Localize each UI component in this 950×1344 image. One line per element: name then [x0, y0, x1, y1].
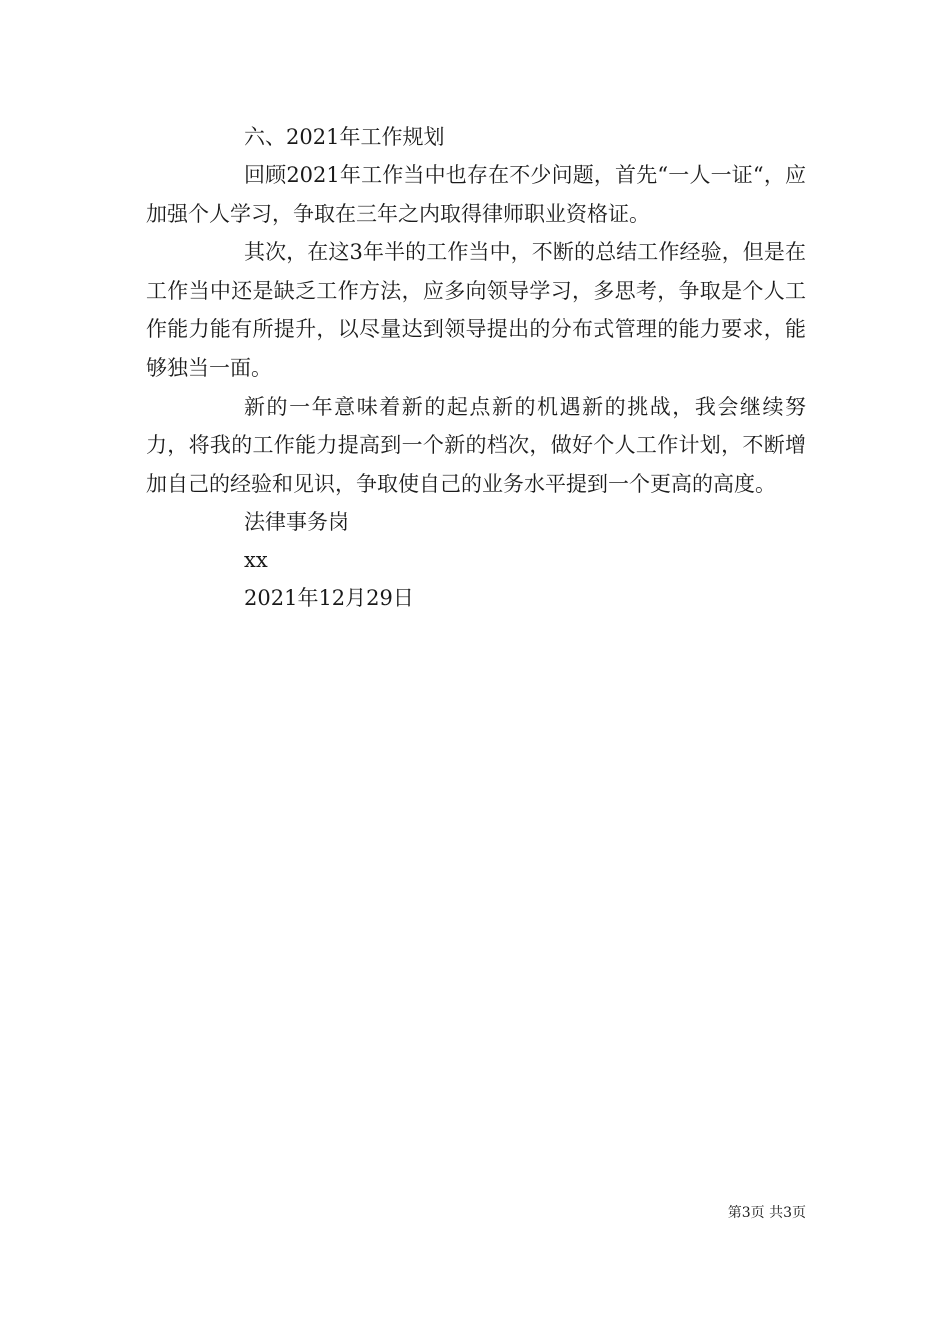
signature-name: xx: [244, 548, 268, 573]
signature-department: 法律事务岗: [244, 510, 349, 535]
paragraph-second: 其次，在这3年半的工作当中，不断的总结工作经验，但是在工作当中还是缺乏工作方法，应多向领导学习，多思考，争取是个人工作能力能有所提升，以尽量达到领导提出的分布式管理的能力要求，能够独当一面。: [146, 240, 806, 380]
paragraph-review: 回顾2021年工作当中也存在不少问题，首先“一人一证“，应加强个人学习，争取在三年之内取得律师职业资格证。: [146, 163, 806, 226]
document-body: [146, 118, 806, 617]
signature-date: 2021年12月29日: [244, 586, 414, 611]
section-heading: 六、2021年工作规划: [244, 125, 445, 149]
page-number-footer: 第3页 共3页: [727, 1205, 806, 1221]
paragraph-new-year: 新的一年意味着新的起点新的机遇新的挑战，我会继续努力，将我的工作能力提高到一个新的档次，做好个人工作计划，不断增加自己的经验和见识，争取使自己的业务水平提到一个更高的高度。: [146, 394, 806, 496]
